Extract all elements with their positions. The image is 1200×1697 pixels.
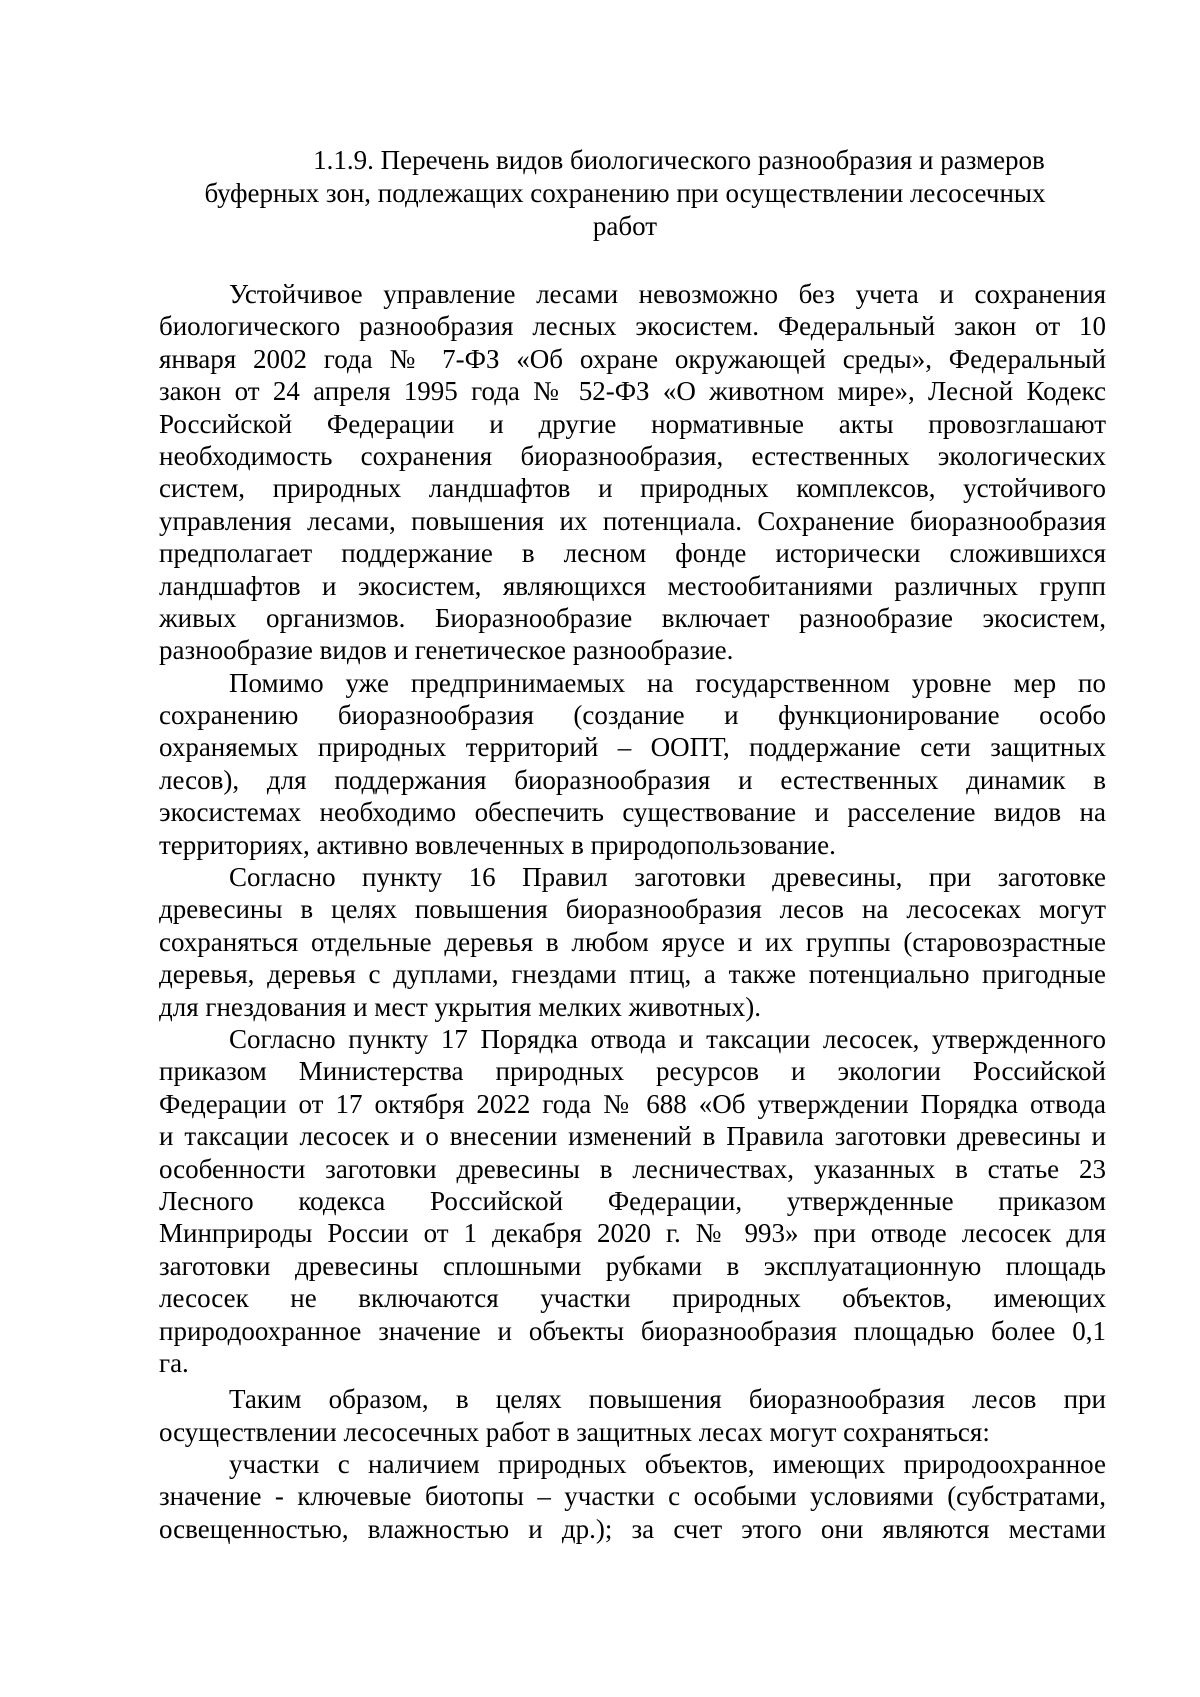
paragraph-line: экосистемах необходимо обеспечить существование и расселение видов на xyxy=(159,797,1106,828)
paragraph-line: живых организмов. Биоразнообразие включает разнообразие экосистем, xyxy=(159,602,1106,633)
paragraph-line: лесосек не включаются участки природных объектов, имеющих xyxy=(159,1283,1106,1314)
paragraph-line: территориях, активно вовлеченных в природопользование. xyxy=(159,829,836,860)
paragraph-line: для гнездования и мест укрытия мелких животных). xyxy=(159,991,762,1022)
paragraph-line: Согласно пункту 16 Правил заготовки древесины, при заготовке xyxy=(229,862,1106,893)
paragraph-line: особенности заготовки древесины в лесничествах, указанных в статье 23 xyxy=(159,1153,1106,1184)
paragraph-line: систем, природных ландшафтов и природных комплексов, устойчивого xyxy=(159,473,1106,504)
paragraph xyxy=(159,667,1106,861)
paragraph-line: сохраняться отдельные деревья в любом ярусе и их группы (старовозрастные xyxy=(159,926,1106,957)
paragraph-line: Минприроды России от 1 декабря 2020 г. № 993» при отводе лесосек для xyxy=(159,1218,1106,1249)
paragraph-line: предполагает поддержание в лесном фонде исторически сложившихся xyxy=(159,538,1106,569)
paragraph-line: осуществлении лесосечных работ в защитных лесах могут сохраняться: xyxy=(159,1416,990,1447)
paragraph xyxy=(159,861,1106,1023)
paragraph-line: необходимость сохранения биоразнообразия, естественных экологических xyxy=(159,440,1106,471)
heading-line: работ xyxy=(592,211,658,241)
paragraph-line: приказом Министерства природных ресурсов и экологии Российской xyxy=(159,1056,1106,1087)
paragraph-line: охраняемых природных территорий – ООПТ, поддержание сети защитных xyxy=(159,732,1106,763)
paragraph-line: участки с наличием природных объектов, имеющих природоохранное xyxy=(229,1449,1106,1480)
paragraph xyxy=(159,1383,1106,1448)
paragraph-line: ландшафтов и экосистем, являющихся местообитаниями различных групп xyxy=(159,570,1106,601)
paragraph-line: Российской Федерации и другие нормативные акты провозглашают xyxy=(159,408,1106,439)
paragraph-line: Лесного кодекса Российской Федерации, утвержденные приказом xyxy=(159,1185,1106,1216)
paragraph-line: деревья, деревья с дуплами, гнездами птиц, а также потенциально пригодные xyxy=(159,959,1106,990)
paragraph-line: древесины в целях повышения биоразнообразия лесов на лесосеках могут xyxy=(159,894,1106,925)
section-heading xyxy=(150,144,1100,243)
paragraph-line: заготовки древесины сплошными рубками в эксплуатационную площадь xyxy=(159,1250,1106,1281)
paragraph xyxy=(159,1023,1106,1379)
paragraph-line: биологического разнообразия лесных экосистем. Федеральный закон от 10 xyxy=(159,311,1106,342)
paragraph-line: управления лесами, повышения их потенциала. Сохранение биоразнообразия xyxy=(159,505,1106,536)
paragraph-line: Помимо уже предпринимаемых на государственном уровне мер по xyxy=(229,667,1106,698)
paragraph xyxy=(159,1448,1106,1545)
paragraph-line: Согласно пункту 17 Порядка отвода и таксации лесосек, утвержденного xyxy=(229,1023,1106,1054)
paragraph-line: га. xyxy=(159,1347,189,1378)
paragraph-line: значение - ключевые биотопы – участки с особыми условиями (субстратами, xyxy=(159,1481,1106,1512)
paragraph xyxy=(159,278,1106,667)
paragraph-line: Федерации от 17 октября 2022 года № 688 «Об утверждении Порядка отвода xyxy=(159,1088,1106,1119)
paragraph-line: и таксации лесосек и о внесении изменений в Правила заготовки древесины и xyxy=(159,1121,1106,1152)
paragraph-line: лесов), для поддержания биоразнообразия и естественных динамик в xyxy=(159,764,1106,795)
heading-line: буферных зон, подлежащих сохранению при осуществлении лесосечных xyxy=(204,178,1046,208)
paragraph-line: Таким образом, в целях повышения биоразнообразия лесов при xyxy=(229,1384,1106,1415)
paragraph-line: закон от 24 апреля 1995 года № 52-ФЗ «О животном мире», Лесной Кодекс xyxy=(159,376,1106,407)
paragraph-line: января 2002 года № 7-ФЗ «Об охране окружающей среды», Федеральный xyxy=(159,343,1106,374)
paragraph-line: природоохранное значение и объекты биоразнообразия площадью более 0,1 xyxy=(159,1315,1106,1346)
paragraph-line: сохранению биоразнообразия (создание и функционирование особо xyxy=(159,700,1106,731)
paragraph-line: освещенностью, влажностью и др.); за счет этого они являются местами xyxy=(159,1513,1106,1544)
heading-line: 1.1.9. Перечень видов биологического разнообразия и размеров xyxy=(313,145,1045,175)
paragraph-line: Устойчивое управление лесами невозможно без учета и сохранения xyxy=(229,279,1106,309)
body-text xyxy=(159,278,1106,1545)
paragraph-line: разнообразие видов и генетическое разнообразие. xyxy=(159,635,734,666)
